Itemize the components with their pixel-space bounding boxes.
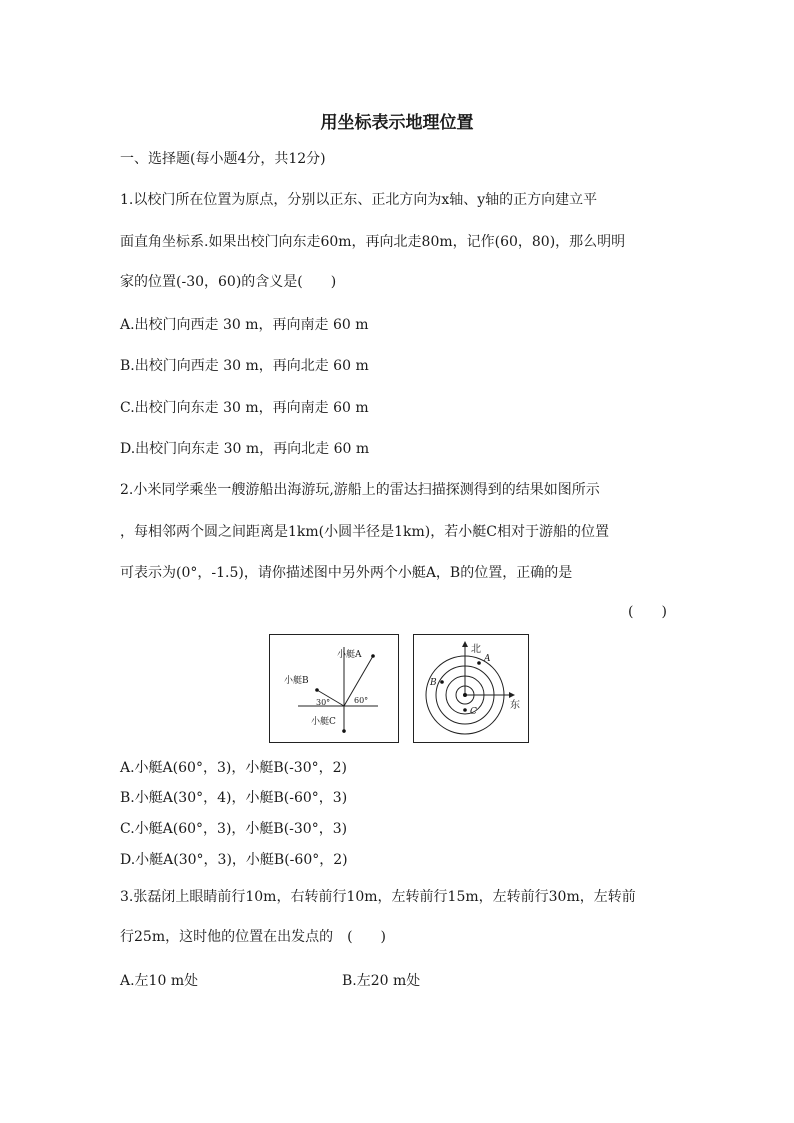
point-a	[371, 654, 375, 658]
point-c	[342, 729, 346, 733]
q1-option-a: A.出校门向西走 30 m，再向南走 60 m	[120, 317, 369, 333]
label-east: 东	[510, 700, 520, 711]
label-boat-b: 小艇B	[284, 676, 309, 686]
north-arrow	[462, 641, 468, 647]
q1-option-b: B.出校门向西走 30 m，再向北走 60 m	[120, 358, 369, 374]
point-b	[315, 688, 319, 692]
label-boat-a: 小艇A	[337, 650, 362, 660]
q2-option-b: B.小艇A(30°，4)，小艇B(-60°，3)	[120, 790, 348, 806]
radar-figure	[413, 634, 529, 743]
q3-option-b: B.左20 m处	[342, 973, 421, 989]
q3-line-2: 行25m，这时他的位置在出发点的 ( )	[120, 929, 387, 945]
q2-option-c: C.小艇A(60°，3)，小艇B(-30°，3)	[120, 821, 348, 837]
east-arrow	[509, 692, 515, 698]
bearing-figure	[269, 634, 399, 743]
radar-label-c: C	[470, 707, 477, 717]
section-heading: 一、选择题(每小题4分，共12分)	[120, 151, 326, 167]
ship-center	[463, 693, 467, 697]
q1-line-3: 家的位置(-30，60)的含义是( )	[120, 274, 337, 290]
radar-label-b: B	[430, 678, 437, 688]
q2-answer-bracket: ( )	[628, 604, 667, 620]
q2-option-a: A.小艇A(60°，3)，小艇B(-30°，2)	[120, 760, 347, 776]
radar-point-a	[477, 661, 481, 665]
radar-point-c	[463, 708, 467, 712]
q1-option-c: C.出校门向东走 30 m，再向南走 60 m	[120, 400, 369, 416]
q1-line-2: 面直角坐标系.如果出校门向东走60m，再向北走80m，记作(60，80)，那么明明	[120, 234, 626, 250]
q1-line-1: 1.以校门所在位置为原点，分别以正东、正北方向为x轴、y轴的正方向建立平	[120, 192, 598, 208]
q3-option-a: A.左10 m处	[120, 973, 199, 989]
radar-point-b	[440, 680, 444, 684]
q3-line-1: 3.张磊闭上眼睛前行10m，右转前行10m，左转前行15m，左转前行30m，左转前	[120, 889, 636, 905]
label-angle-a: 60°	[354, 696, 369, 705]
q2-line-1: 2.小米同学乘坐一艘游船出海游玩,游船上的雷达扫描探测得到的结果如图所示	[120, 482, 600, 498]
q1-option-d: D.出校门向东走 30 m，再向北走 60 m	[120, 441, 370, 457]
label-angle-b: 30°	[316, 698, 331, 707]
q2-line-3: 可表示为(0°，-1.5)，请你描述图中另外两个小艇A，B的位置，正确的是	[120, 565, 573, 581]
label-boat-c: 小艇C	[311, 717, 336, 727]
label-north: 北	[471, 644, 481, 655]
q2-option-d: D.小艇A(30°，3)，小艇B(-60°，2)	[120, 852, 348, 868]
q2-line-2: ，每相邻两个圆之间距离是1km(小圆半径是1km)，若小艇C相对于游船的位置	[120, 524, 609, 540]
page-title: 用坐标表示地理位置	[320, 113, 474, 133]
radar-label-a: A	[484, 654, 491, 664]
